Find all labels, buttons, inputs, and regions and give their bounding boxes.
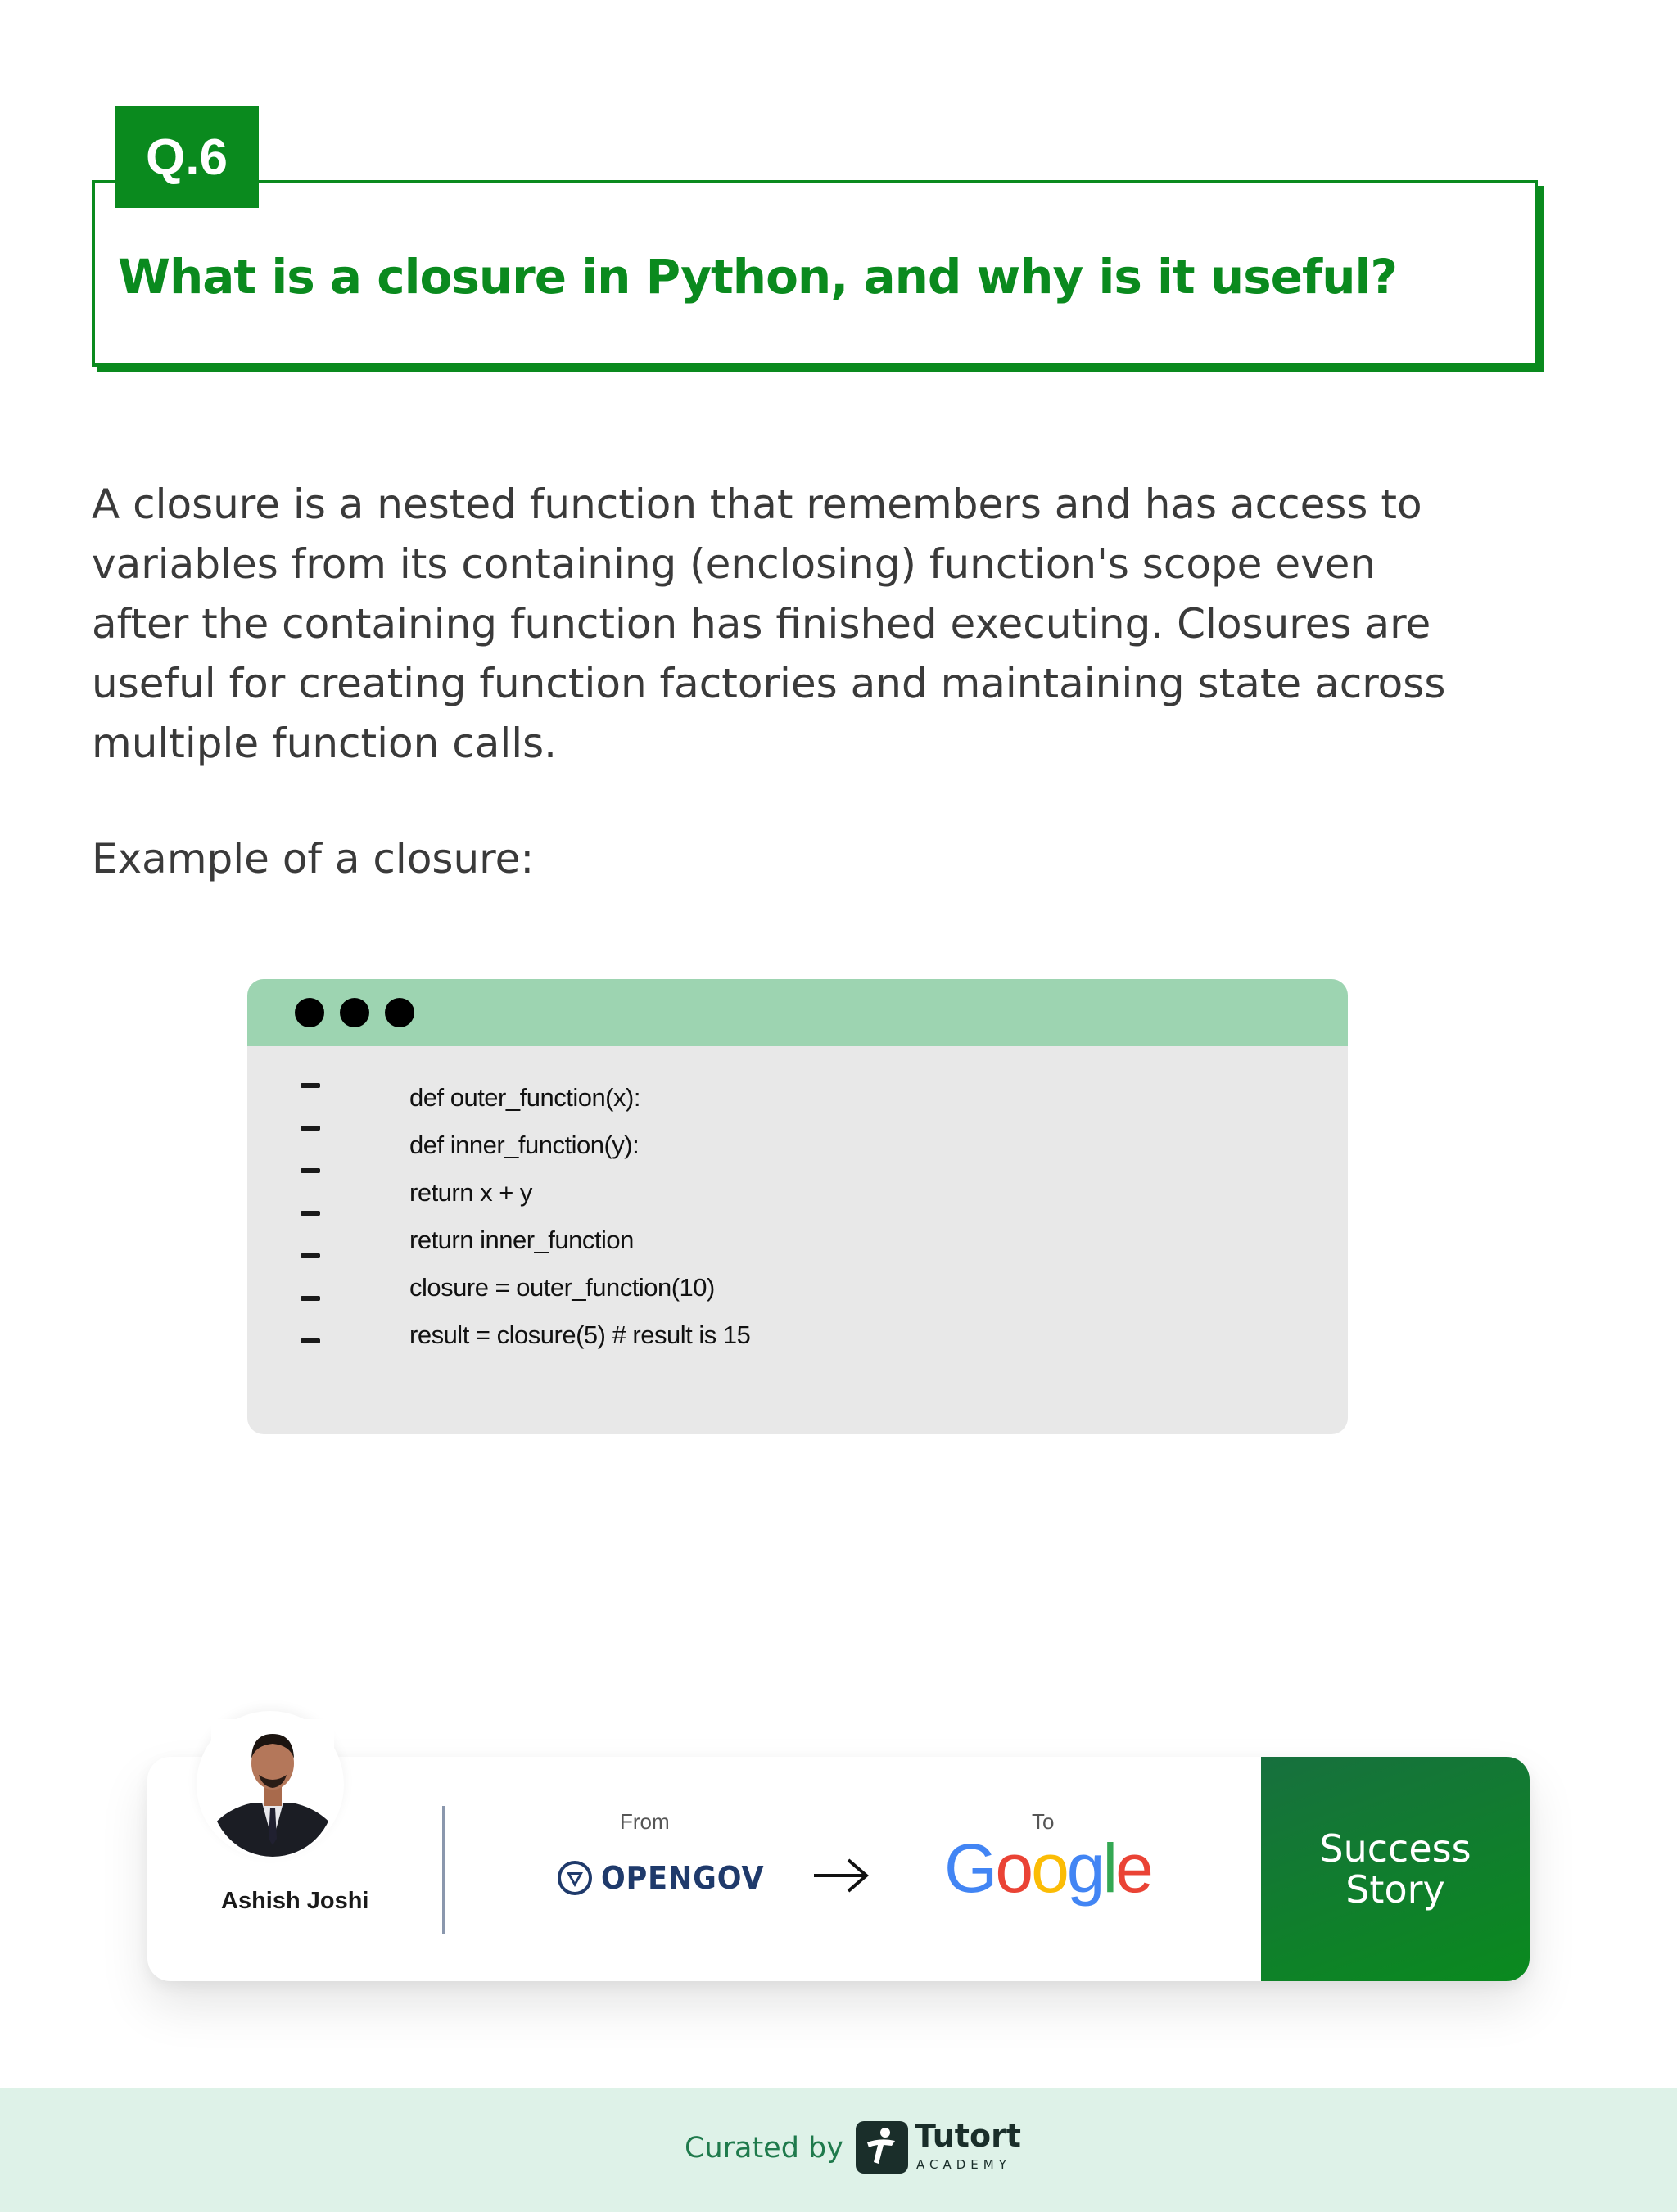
answer-line: useful for creating function factories and maintaining state across — [92, 660, 1446, 707]
badge-line: Story — [1345, 1867, 1445, 1912]
line-marker-icon — [301, 1253, 320, 1258]
person-name: Ashish Joshi — [221, 1888, 369, 1914]
curated-by-label: Curated by — [685, 2132, 843, 2165]
from-company-name: OPENGOV — [601, 1860, 765, 1896]
code-line: def outer_function(x): — [409, 1083, 640, 1112]
code-window-titlebar — [247, 979, 1348, 1046]
brand-name: Tutort — [915, 2118, 1021, 2154]
answer-line: variables from its containing (enclosing) function's scope even — [92, 540, 1376, 588]
example-heading: Example of a closure: — [92, 835, 535, 883]
code-line: def inner_function(y): — [409, 1131, 640, 1159]
code-line: return x + y — [409, 1178, 532, 1207]
person-photo-icon — [211, 1719, 334, 1857]
window-dot-icon — [295, 998, 324, 1027]
from-company-logo — [557, 1860, 779, 1896]
answer-line: after the containing function has finished executing. Closures are — [92, 600, 1431, 648]
question-number-tag: Q.6 — [115, 106, 259, 208]
card-divider — [442, 1806, 445, 1934]
from-label: From — [620, 1809, 670, 1834]
to-company-logo: Google — [944, 1830, 1151, 1907]
brand-subtitle: ACADEMY — [916, 2157, 1011, 2172]
question-title: What is a closure in Python, and why is it useful? — [118, 249, 1398, 305]
answer-line: A closure is a nested function that remembers and has access to — [92, 481, 1422, 528]
window-dot-icon — [340, 998, 369, 1027]
tutort-logo-icon — [856, 2121, 908, 2174]
line-marker-icon — [301, 1338, 320, 1343]
avatar — [211, 1719, 334, 1857]
line-marker-icon — [301, 1296, 320, 1301]
code-body — [247, 1046, 1348, 1434]
question-box — [92, 180, 1538, 367]
opengov-logo-icon — [557, 1860, 593, 1896]
line-marker-icon — [301, 1168, 320, 1173]
answer-line: multiple function calls. — [92, 720, 558, 767]
to-label: To — [1032, 1809, 1055, 1834]
line-marker-icon — [301, 1126, 320, 1131]
code-window — [247, 979, 1348, 1434]
code-line: closure = outer_function(10) — [409, 1273, 715, 1302]
code-line: return inner_function — [409, 1226, 634, 1254]
line-marker-icon — [301, 1083, 320, 1088]
window-dot-icon — [385, 998, 414, 1027]
badge-line: Success — [1319, 1826, 1471, 1871]
code-line: result = closure(5) # result is 15 — [409, 1320, 751, 1349]
success-story-badge — [1261, 1757, 1530, 1981]
answer-paragraph — [92, 475, 1590, 774]
arrow-right-icon — [811, 1857, 871, 1894]
line-marker-icon — [301, 1211, 320, 1216]
